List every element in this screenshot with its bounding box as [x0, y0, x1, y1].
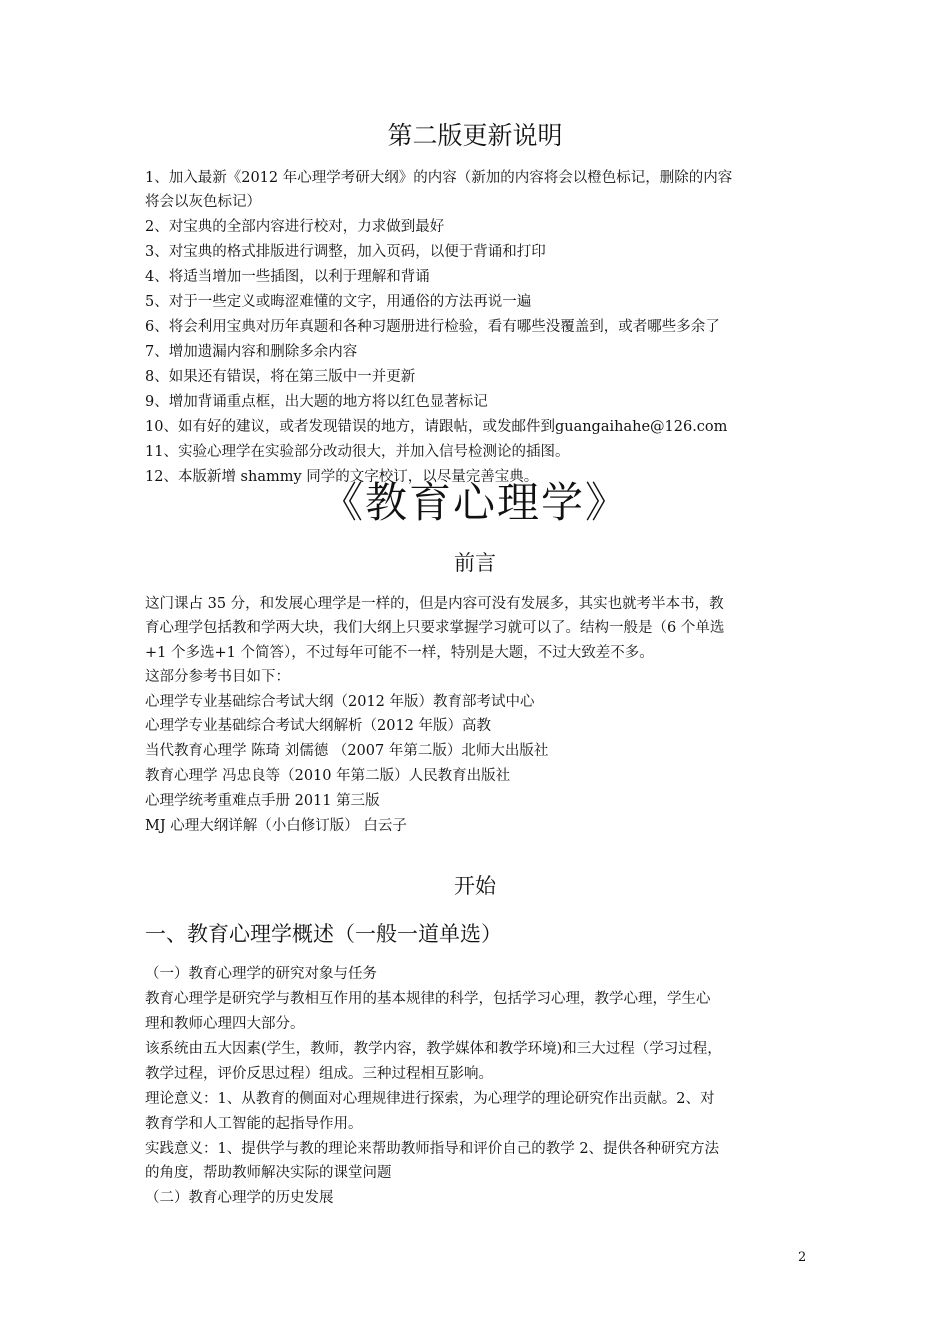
reference-book: 心理学专业基础综合考试大纲（2012 年版）教育部考试中心: [145, 694, 535, 710]
section-line: 理论意义：1、从教育的侧面对心理规律进行探索，为心理学的理论研究作出贡献。2、对: [145, 1091, 715, 1107]
update-note-line: 5、对于一些定义或晦涩难懂的文字，用通俗的方法再说一遍: [145, 294, 532, 310]
section-line: 教育心理学是研究学与教相互作用的基本规律的科学，包括学习心理，教学心理，学生心: [145, 991, 711, 1007]
section-line: （一）教育心理学的研究对象与任务: [145, 966, 377, 982]
update-notes-title: 第二版更新说明: [387, 121, 563, 150]
start-heading: 开始: [454, 874, 496, 898]
reference-book: 教育心理学 冯忠良等（2010 年第二版）人民教育出版社: [145, 768, 511, 784]
update-note-line: 11、实验心理学在实验部分改动很大，并加入信号检测论的插图。: [145, 444, 570, 460]
preface-line: 育心理学包括教和学两大块，我们大纲上只要求掌握学习就可以了。结构一般是（6 个单选: [145, 620, 725, 636]
update-note-line: 2、对宝典的全部内容进行校对，力求做到最好: [145, 219, 445, 235]
preface-heading: 前言: [454, 551, 496, 575]
update-note-line: 4、将适当增加一些插图，以利于理解和背诵: [145, 269, 430, 285]
book-title: 《教育心理学》: [320, 478, 629, 527]
update-note-line: 6、将会利用宝典对历年真题和各种习题册进行检验，看有哪些没覆盖到，或者哪些多余了: [145, 319, 720, 335]
update-note-line: 12、本版新增 shammy 同学的文字校订，以尽量完善宝典。: [145, 469, 539, 485]
update-note-line: 8、如果还有错误，将在第三版中一并更新: [145, 369, 416, 385]
section-line: 该系统由五大因素(学生，教师，教学内容，教学媒体和教学环境)和三大过程（学习过程，: [145, 1041, 722, 1057]
section-line: 的角度，帮助教师解决实际的课堂问题: [145, 1165, 392, 1181]
section-line: （二）教育心理学的历史发展: [145, 1190, 334, 1206]
update-note-line: 将会以灰色标记）: [145, 194, 261, 210]
preface-line: +1 个多选+1 个简答），不过每年可能不一样，特别是大题，不过大致差不多。: [145, 645, 654, 661]
update-note-line: 3、对宝典的格式排版进行调整，加入页码，以便于背诵和打印: [145, 244, 546, 260]
section-heading: 一、教育心理学概述（一般一道单选）: [145, 922, 502, 946]
preface-line: 这门课占 35 分，和发展心理学是一样的，但是内容可没有发展多，其实也就考半本书，教: [145, 596, 724, 612]
update-note-line: 9、增加背诵重点框，出大题的地方将以红色显著标记: [145, 394, 488, 410]
section-line: 实践意义：1、提供学与教的理论来帮助教师指导和评价自己的教学 2、提供各种研究方法: [145, 1141, 720, 1157]
update-note-line: 7、增加遗漏内容和删除多余内容: [145, 344, 358, 360]
update-note-line: 1、加入最新《2012 年心理学考研大纲》的内容（新加的内容将会以橙色标记，删除的内容: [145, 170, 733, 186]
reference-book: MJ 心理大纲详解（小白修订版） 白云子: [145, 818, 407, 834]
update-note-line: 10、如有好的建议，或者发现错误的地方，请跟帖，或发邮件到guangaihahe@126.com: [145, 419, 728, 435]
page-number: 2: [798, 1250, 807, 1265]
reference-book: 心理学专业基础综合考试大纲解析（2012 年版）高教: [145, 718, 492, 734]
section-line: 理和教师心理四大部分。: [145, 1016, 305, 1032]
preface-line: 这部分参考书目如下：: [145, 669, 290, 685]
reference-book: 心理学统考重难点手册 2011 第三版: [145, 793, 380, 809]
reference-book: 当代教育心理学 陈琦 刘儒德 （2007 年第二版）北师大出版社: [145, 743, 549, 759]
section-line: 教学过程，评价反思过程）组成。三种过程相互影响。: [145, 1066, 493, 1082]
section-line: 教育学和人工智能的起指导作用。: [145, 1116, 363, 1132]
